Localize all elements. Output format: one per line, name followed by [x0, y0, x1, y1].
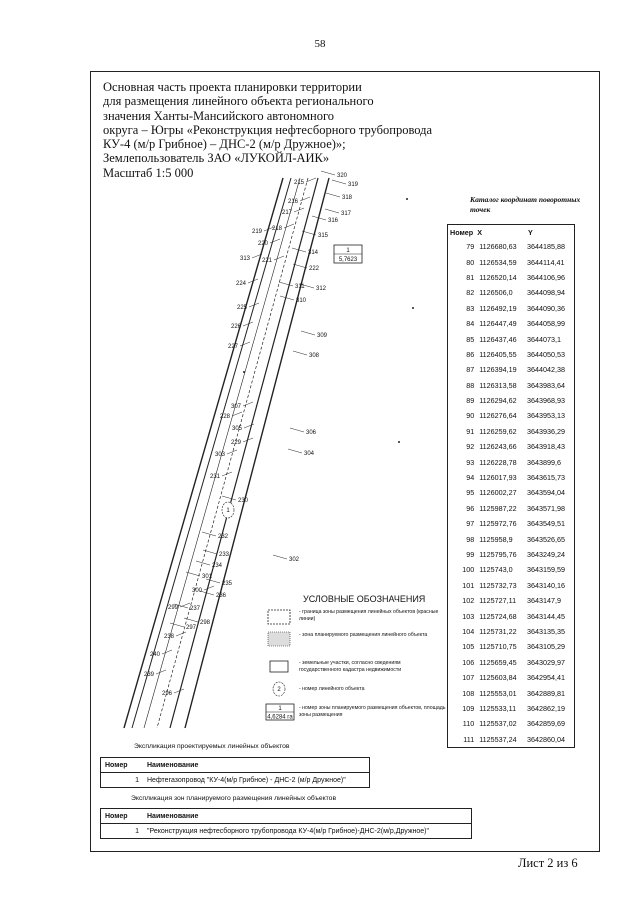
- table-row: [448, 516, 575, 531]
- point-label: 300: [192, 588, 203, 594]
- x-coordinate: 1125958,9: [479, 534, 513, 544]
- x-coordinate: 1126259,62: [479, 426, 517, 436]
- point-label: 234: [212, 563, 223, 569]
- table-row: [448, 562, 575, 577]
- leader-line: [186, 572, 200, 576]
- table-row: [448, 578, 575, 593]
- x-coordinate: 1126534,59: [479, 257, 517, 267]
- legend-marker-number: 2: [277, 687, 281, 693]
- zones-row-number: 1: [135, 827, 139, 835]
- point-number: 85: [466, 334, 475, 344]
- x-coordinate: 1125732,73: [479, 580, 517, 590]
- leader-line: [279, 282, 293, 286]
- point-label: 319: [348, 182, 359, 188]
- leader-line: [301, 331, 315, 335]
- table-row: [448, 424, 575, 439]
- point-number: 96: [466, 503, 475, 513]
- leader-line: [325, 209, 339, 213]
- y-coordinate: 3643936,29: [527, 426, 565, 436]
- point-label: 233: [219, 552, 230, 558]
- point-label: 227: [228, 344, 239, 350]
- legend-item-object-number: - номер линейного объекта: [299, 686, 365, 692]
- leader-line: [240, 342, 250, 346]
- point-number: 84: [466, 319, 475, 329]
- y-coordinate: 3644042,38: [527, 365, 565, 375]
- point-number: 102: [462, 596, 475, 606]
- table-row: [448, 347, 575, 362]
- point-number: 90: [466, 411, 475, 421]
- point-number: 88: [466, 380, 475, 390]
- zones-explication-caption: Экспликация зон планируемого размещения линейных объектов: [131, 795, 337, 802]
- leader-line: [284, 224, 294, 228]
- point-number: 97: [466, 519, 475, 529]
- point-label: 224: [236, 281, 247, 287]
- point-label: 301: [202, 574, 213, 580]
- legend-zone-symbol: [268, 632, 290, 646]
- legend-title: УСЛОВНЫЕ ОБОЗНАЧЕНИЯ: [303, 594, 426, 604]
- point-number: 80: [466, 257, 475, 267]
- point-number: 98: [466, 534, 475, 544]
- y-coordinate: 3644050,53: [527, 349, 565, 359]
- y-coordinate: 3643135,35: [527, 626, 565, 636]
- point-label: 235: [222, 581, 233, 587]
- x-coordinate: 1126243,66: [479, 442, 517, 452]
- coordinates-table: [447, 224, 575, 748]
- y-coordinate: 3642859,69: [527, 719, 565, 729]
- y-coordinate: 3643144,45: [527, 611, 565, 621]
- y-coordinate: 3644114,41: [527, 257, 565, 267]
- table-row: [448, 301, 575, 316]
- legend-item-zone: - зона планируемого размещения линейного объекта: [299, 632, 428, 638]
- x-coordinate: 1125533,11: [479, 703, 517, 713]
- corridor-lines: [124, 178, 329, 728]
- point-label: 240: [150, 652, 161, 658]
- y-coordinate: 3644090,36: [527, 303, 565, 313]
- table-row: [448, 485, 575, 500]
- zones-explication-table: [100, 808, 472, 839]
- point-number: 94: [466, 473, 475, 483]
- point-label: 302: [289, 557, 300, 563]
- legend-item-land-plots: - земельные участки, согласно сведениям государственного кадастра недвижимости: [299, 660, 402, 673]
- leader-line: [274, 256, 284, 260]
- legend-red-line-symbol: [268, 610, 290, 624]
- objects-explication-table: [100, 757, 370, 788]
- leader-line: [170, 623, 184, 627]
- catalog-caption: Каталог координат поворотных точек: [470, 195, 581, 214]
- point-label: 306: [306, 430, 317, 436]
- point-number: 110: [462, 719, 475, 729]
- leader-line: [162, 650, 172, 654]
- point-label: 221: [262, 258, 273, 264]
- point-number: 81: [466, 272, 475, 282]
- x-coordinate: 1125731,22: [479, 626, 517, 636]
- title-line: для размещения линейного объекта регионального: [103, 94, 374, 109]
- point-label: 231: [210, 474, 221, 480]
- x-coordinate: 1125603,84: [479, 673, 517, 683]
- point-number: 106: [462, 657, 475, 667]
- table-row: [448, 639, 575, 654]
- catalog-header-y: Y: [528, 227, 533, 237]
- point-label: 237: [190, 606, 201, 612]
- leader-line: [288, 449, 302, 453]
- x-coordinate: 1126017,93: [479, 473, 517, 483]
- x-coordinate: 1126405,55: [479, 349, 517, 359]
- point-number: 99: [466, 550, 475, 559]
- table-row: [448, 624, 575, 639]
- leader-line: [244, 424, 254, 428]
- title-line: значения Ханты-Мансийского автономного: [103, 108, 335, 123]
- x-coordinate: 1126002,27: [479, 488, 517, 498]
- x-coordinate: 1125659,45: [479, 657, 517, 667]
- x-coordinate: 1126228,78: [479, 457, 517, 467]
- point-label: 315: [318, 233, 329, 239]
- point-label: 238: [164, 634, 175, 640]
- leader-line: [293, 351, 307, 355]
- point-label: 225: [237, 305, 248, 311]
- leader-line: [176, 632, 186, 636]
- title-line: округа – Югры «Реконструкция нефтесборного трубопровода: [103, 122, 433, 137]
- map-point: [412, 307, 414, 309]
- point-label: 299: [168, 605, 179, 611]
- x-coordinate: 1126492,19: [479, 303, 517, 313]
- point-label: 308: [309, 353, 320, 359]
- table-row: [448, 454, 575, 469]
- table-row: [448, 439, 575, 454]
- x-coordinate: 1126437,46: [479, 334, 517, 344]
- leader-line: [222, 496, 236, 500]
- leader-line: [290, 428, 304, 432]
- point-label: 297: [186, 625, 197, 631]
- y-coordinate: 3643029,97: [527, 657, 565, 667]
- x-coordinate: 1125553,01: [479, 688, 517, 698]
- y-coordinate: 3642860,04: [527, 734, 565, 744]
- zones-row-name: "Реконструкция нефтесборного трубопровода КУ-4(м/р Грибное)-ДНС-2(м/р,Дружное)": [147, 827, 429, 835]
- point-number: 93: [466, 457, 475, 467]
- x-coordinate: 1126447,49: [479, 319, 517, 329]
- x-coordinate: 1125710,75: [479, 642, 517, 652]
- y-coordinate: 3644058,99: [527, 319, 565, 329]
- point-number: 101: [462, 580, 475, 590]
- point-number: 79: [466, 242, 475, 252]
- point-label: 317: [341, 211, 352, 217]
- point-label: 218: [272, 226, 283, 232]
- point-label: 309: [317, 333, 328, 339]
- point-label: 303: [215, 452, 226, 458]
- table-row: [448, 239, 575, 254]
- point-label: 311: [295, 284, 305, 290]
- point-label: 298: [200, 620, 211, 626]
- leader-line: [326, 193, 340, 197]
- y-coordinate: 3643159,59: [527, 565, 565, 575]
- sheet-label: Лист 2 из 6: [518, 856, 578, 870]
- point-number: 91: [466, 426, 475, 436]
- y-coordinate: 3643615,73: [527, 473, 565, 483]
- objects-row-name: Нефтегазопровод "КУ-4(м/р Грибное) - ДНС-2 (м/р Дружное)": [147, 776, 346, 784]
- corridor-edge-line: [124, 178, 283, 728]
- table-row: [448, 716, 575, 731]
- table-row: [448, 362, 575, 377]
- point-label: 236: [216, 593, 227, 599]
- x-coordinate: 1125743,0: [479, 565, 513, 575]
- y-coordinate: 3643549,51: [527, 519, 565, 529]
- point-number: 111: [463, 734, 475, 744]
- table-row: [448, 316, 575, 331]
- leader-line: [300, 197, 310, 201]
- point-label: 313: [240, 256, 251, 262]
- point-number: 87: [466, 365, 475, 375]
- x-coordinate: 1125972,76: [479, 519, 517, 529]
- table-row: [448, 593, 575, 608]
- leader-line: [273, 555, 287, 559]
- point-label: 318: [342, 195, 353, 201]
- leader-line: [294, 208, 304, 212]
- object-marker-number: 1: [226, 508, 230, 514]
- y-coordinate: 3643968,93: [527, 396, 565, 406]
- leader-line: [243, 402, 253, 406]
- point-label: 232: [218, 534, 229, 540]
- point-label: 219: [252, 229, 263, 235]
- table-row: [448, 685, 575, 700]
- x-coordinate: 1126276,64: [479, 411, 517, 421]
- x-coordinate: 1125537,02: [479, 719, 517, 729]
- x-coordinate: 1125727,11: [479, 596, 517, 606]
- title-line: Землепользователь ЗАО «ЛУКОЙЛ-АИК»: [103, 151, 330, 166]
- table-row: [448, 331, 575, 346]
- point-number: 103: [462, 611, 475, 621]
- table-row: [448, 378, 575, 393]
- y-coordinate: 3643147,9: [527, 596, 561, 606]
- point-label: 226: [231, 324, 242, 330]
- x-coordinate: 1125987,22: [479, 503, 517, 513]
- y-coordinate: 3642954,41: [527, 673, 565, 683]
- point-label: 216: [288, 199, 299, 205]
- point-number: 105: [462, 642, 475, 652]
- x-coordinate: 1125537,24: [479, 734, 517, 744]
- y-coordinate: 3642889,81: [527, 688, 565, 698]
- x-coordinate: 1126506,0: [479, 288, 513, 298]
- leader-line: [204, 586, 214, 590]
- catalog-header-x: X: [477, 227, 482, 237]
- point-number: 89: [466, 396, 475, 406]
- y-coordinate: 3643953,13: [527, 411, 565, 421]
- x-coordinate: 1126313,58: [479, 380, 517, 390]
- point-number: 107: [462, 673, 475, 683]
- leader-line: [321, 171, 335, 175]
- leader-line: [293, 264, 307, 268]
- y-coordinate: 3644073,1: [527, 334, 561, 344]
- point-number: 108: [462, 688, 475, 698]
- point-number: 95: [466, 488, 475, 498]
- point-label: 239: [144, 672, 155, 678]
- point-label: 222: [309, 266, 320, 272]
- point-label: 314: [308, 250, 319, 256]
- table-row: [448, 270, 575, 285]
- map-point: [243, 371, 245, 373]
- y-coordinate: 3643571,98: [527, 503, 565, 513]
- x-coordinate: 1126394,19: [479, 365, 517, 375]
- leader-line: [332, 180, 346, 184]
- point-label: 316: [328, 218, 339, 224]
- y-coordinate: 3643140,16: [527, 580, 565, 590]
- y-coordinate: 3643249,24: [527, 550, 565, 559]
- point-label: 230: [238, 498, 249, 504]
- map-point: [398, 441, 400, 443]
- leader-line: [270, 239, 280, 243]
- point-number: 104: [462, 626, 475, 636]
- point-label: 305: [232, 426, 243, 432]
- table-row: [448, 701, 575, 716]
- point-number: 100: [462, 565, 475, 575]
- point-label: 228: [220, 414, 231, 420]
- leader-line: [202, 532, 216, 536]
- point-number: 83: [466, 303, 475, 313]
- title-line: Основная часть проекта планировки территории: [103, 80, 362, 94]
- zone-badge-number: 1: [346, 248, 350, 254]
- legend-zone-badge-number: 1: [278, 706, 282, 712]
- table-row: [448, 608, 575, 623]
- point-number: 109: [462, 703, 475, 713]
- table-row: [448, 531, 575, 546]
- zones-header-name: Наименование: [147, 812, 199, 820]
- y-coordinate: 3643899,6: [527, 457, 561, 467]
- point-label: 296: [162, 691, 173, 697]
- point-number: 86: [466, 349, 475, 359]
- legend-item-zone-number: - номер зоны планируемого размещения объектов, площадь зоны размещения: [299, 705, 446, 718]
- x-coordinate: 1125724,68: [479, 611, 517, 621]
- table-row: [448, 501, 575, 516]
- x-coordinate: 1125795,76: [479, 550, 517, 559]
- legend-item-red-lines: - граница зоны размещения линейных объектов (красные линии): [299, 609, 439, 622]
- table-row: [448, 254, 575, 269]
- point-label: 215: [294, 180, 305, 186]
- leader-line: [184, 618, 198, 622]
- point-label: 304: [304, 451, 315, 457]
- table-row: [448, 393, 575, 408]
- zones-header-number: Номер: [105, 812, 128, 820]
- legend-zone-badge-area: 4,6284 га: [267, 714, 293, 721]
- leader-line: [280, 296, 294, 300]
- legend-land-plot-symbol: [270, 661, 288, 672]
- y-coordinate: 3643983,64: [527, 380, 565, 390]
- map-point: [406, 198, 408, 200]
- y-coordinate: 3643918,43: [527, 442, 565, 452]
- y-coordinate: 3642862,19: [527, 703, 565, 713]
- table-row: [448, 547, 575, 562]
- page-number: 58: [314, 38, 326, 50]
- table-row: [448, 470, 575, 485]
- leader-line: [156, 670, 166, 674]
- table-row: [448, 670, 575, 685]
- y-coordinate: 3643526,65: [527, 534, 565, 544]
- x-coordinate: 1126520,14: [479, 272, 517, 282]
- zone-badge-area: 5,7623: [338, 257, 358, 263]
- y-coordinate: 3644106,96: [527, 272, 565, 282]
- point-label: 320: [337, 173, 348, 179]
- objects-header-number: Номер: [105, 761, 128, 769]
- objects-row-number: 1: [135, 776, 139, 784]
- table-row: [448, 408, 575, 423]
- point-label: 310: [296, 298, 307, 304]
- x-coordinate: 1126680,63: [479, 242, 517, 252]
- title-line: КУ-4 (м/р Грибное) – ДНС-2 (м/р Дружное)»;: [103, 137, 346, 152]
- point-label: 217: [282, 210, 293, 216]
- y-coordinate: 3643105,29: [527, 642, 565, 652]
- y-coordinate: 3643594,04: [527, 488, 565, 498]
- point-number: 82: [466, 288, 475, 298]
- y-coordinate: 3644098,94: [527, 288, 565, 298]
- point-label: 312: [316, 286, 327, 292]
- point-label: 220: [258, 241, 269, 247]
- scale-label: Масштаб 1:5 000: [103, 165, 194, 180]
- x-coordinate: 1126294,62: [479, 396, 517, 406]
- objects-explication-caption: Экспликация проектируемых линейных объектов: [134, 743, 290, 750]
- table-row: [448, 732, 575, 748]
- point-label: 229: [231, 440, 242, 446]
- point-label: 307: [231, 404, 242, 410]
- table-row: [448, 285, 575, 300]
- table-row: [448, 655, 575, 670]
- point-number: 92: [466, 442, 475, 452]
- objects-header-name: Наименование: [147, 761, 199, 769]
- y-coordinate: 3644185,88: [527, 242, 565, 252]
- catalog-header-number: Номер: [450, 227, 474, 237]
- leader-line: [227, 450, 237, 454]
